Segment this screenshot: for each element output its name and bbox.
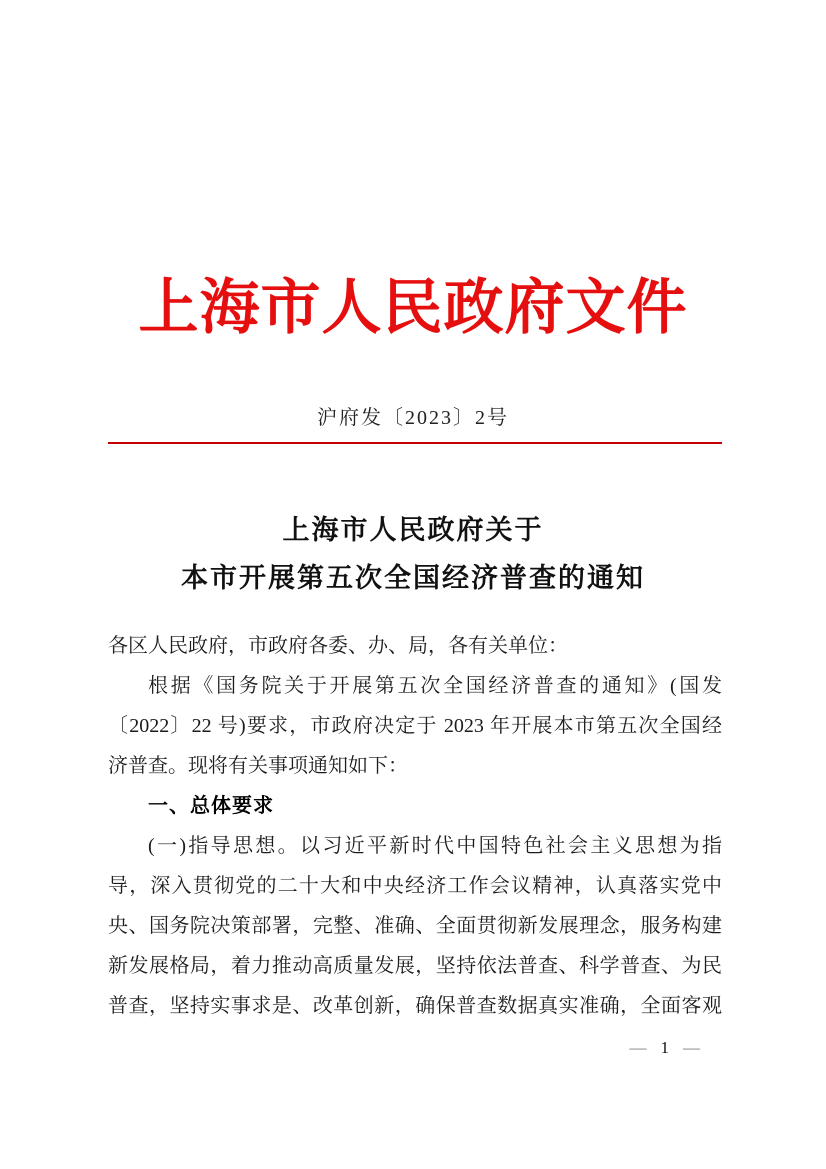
document-title-line-2: 本市开展第五次全国经济普查的通知 <box>181 563 645 593</box>
page-number-left-dash: — <box>629 1038 647 1057</box>
document-number: 沪府发〔2023〕2号 <box>317 407 509 429</box>
page-number <box>630 1037 701 1059</box>
document-body <box>108 626 722 1026</box>
body-line: 导，深入贯彻党的二十大和中央经济工作会议精神，认真落实党中 <box>108 875 722 897</box>
page-number-value: 1 <box>660 1038 669 1057</box>
body-line: 新发展格局，着力推动高质量发展，坚持依法普查、科学普查、为民 <box>108 955 722 977</box>
document-banner-title: 上海市人民政府文件 <box>138 275 688 341</box>
body-line: 济普查。现将有关事项通知如下： <box>108 755 408 777</box>
body-line: 普查，坚持实事求是、改革创新，确保普查数据真实准确，全面客观 <box>108 995 722 1017</box>
page-number-right-dash: — <box>683 1038 700 1057</box>
red-divider-line <box>108 442 722 444</box>
document-title <box>0 506 826 602</box>
body-line: 〔2022〕22 号)要求，市政府决定于 2023 年开展本市第五次全国经 <box>108 715 722 737</box>
salutation-line: 各区人民政府，市政府各委、办、局，各有关单位： <box>108 635 568 657</box>
body-line: 根据《国务院关于开展第五次全国经济普查的通知》(国发 <box>148 675 722 697</box>
document-title-line-1: 上海市人民政府关于 <box>282 515 544 545</box>
body-line: 央、国务院决策部署，完整、准确、全面贯彻新发展理念，服务构建 <box>108 915 722 937</box>
section-heading: 一、总体要求 <box>148 795 274 817</box>
body-line: (一)指导思想。以习近平新时代中国特色社会主义思想为指 <box>148 835 722 857</box>
